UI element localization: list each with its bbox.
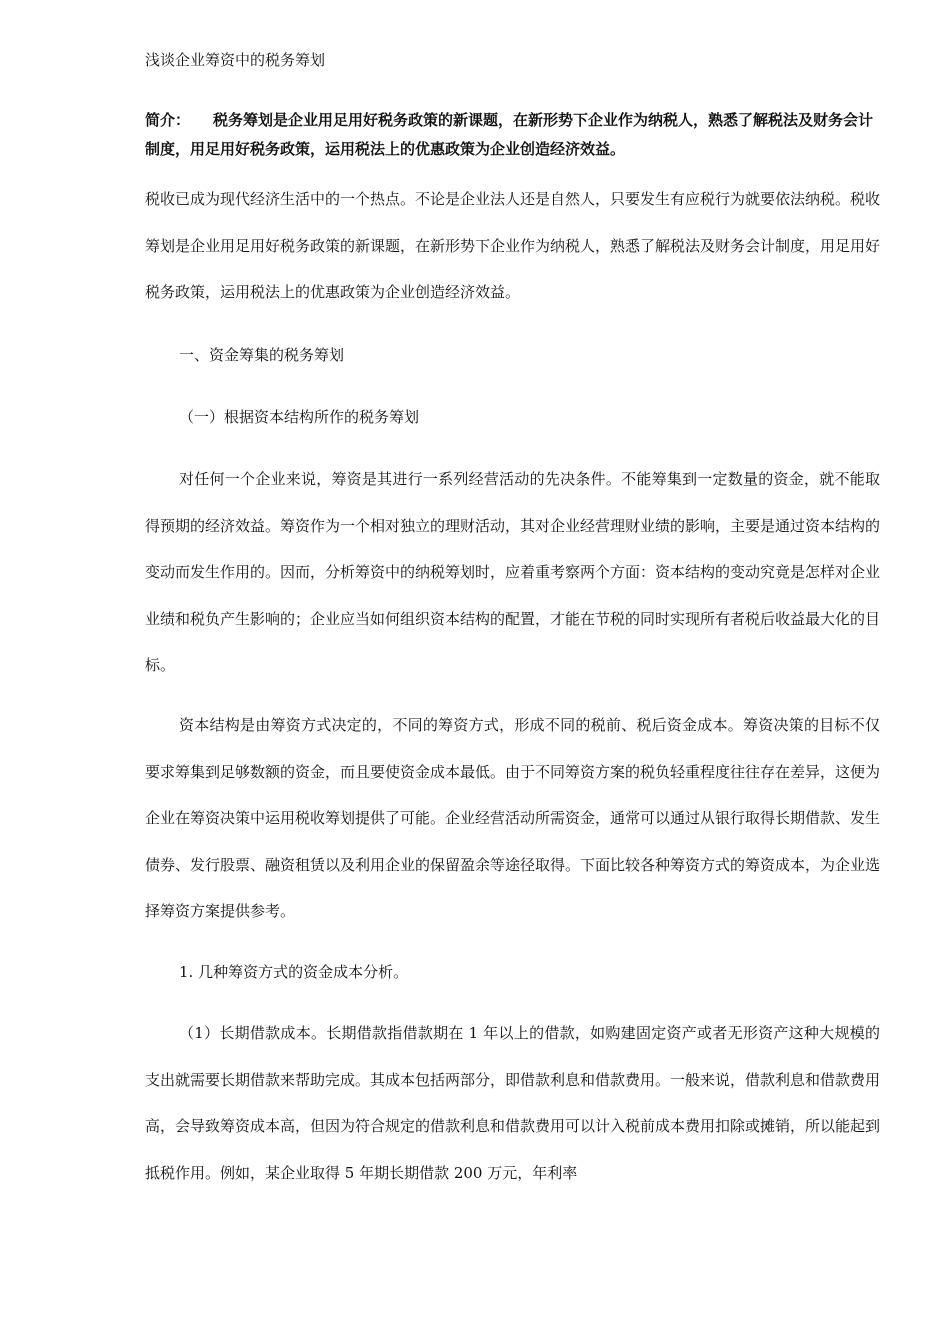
paragraph-financing-prerequisite: 对任何一个企业来说，筹资是其进行一系列经营活动的先决条件。不能筹集到一定数量的资金，就不能取得预期的经济效益。筹资作为一个相对独立的理财活动，其对企业经营理财业绩的影响，主要是通过资本结构的变动而发生作用的。因而，分析筹资中的纳税筹划时，应着重考察两个方面：资本结构的变动究竟是怎样对企业业绩和税负产生影响的；企业应当如何组织资本结构的配置，才能在节税的同时实现所有者税后收益最大化的目标。 <box>145 470 881 674</box>
document-title: 浅谈企业筹资中的税务筹划 <box>145 51 326 69</box>
section-heading: 一、资金筹集的税务筹划 <box>179 346 345 364</box>
intro-paragraph: 税收已成为现代经济生活中的一个热点。不论是企业法人还是自然人，只要发生有应税行为就要依法纳税。税收筹划是企业用足用好税务政策的新课题，在新形势下企业作为纳税人，熟悉了解税法及财务会计制度，用足用好税务政策，运用税法上的优惠政策为企业创造经济效益。 <box>145 190 881 301</box>
subsection-heading: （一）根据资本结构所作的税务筹划 <box>179 408 420 426</box>
summary-label: 简介： <box>145 111 191 129</box>
summary-block <box>145 106 880 164</box>
item-heading: 1. 几种筹资方式的资金成本分析。 <box>179 963 409 981</box>
summary-text: 税务筹划是企业用足用好税务政策的新课题，在新形势下企业作为纳税人，熟悉了解税法及财务会计制度，用足用好税务政策，运用税法上的优惠政策为企业创造经济效益。 <box>145 111 874 158</box>
paragraph-capital-structure: 资本结构是由筹资方式决定的，不同的筹资方式，形成不同的税前、税后资金成本。筹资决策的目标不仅要求筹集到足够数额的资金，而且要使资金成本最低。由于不同筹资方案的税负轻重程度往往存在差异，这便为企业在筹资决策中运用税收筹划提供了可能。企业经营活动所需资金，通常可以通过从银行取得长期借款、发生债券、发行股票、融资租赁以及利用企业的保留盈余等途径取得。下面比较各种筹资方式的筹资成本，为企业选择筹资方案提供参考。 <box>145 716 881 920</box>
paragraph-long-term-loan: （1）长期借款成本。长期借款指借款期在 1 年以上的借款，如购建固定资产或者无形资产这种大规模的支出就需要长期借款来帮助完成。其成本包括两部分，即借款利息和借款费用。一般来说，借款利息和借款费用高，会导致筹资成本高，但因为符合规定的借款利息和借款费用可以计入税前成本费用扣除或摊销，所以能起到抵税作用。例如，某企业取得 5 年期长期借款 200 万元，年利率 <box>145 1024 881 1182</box>
